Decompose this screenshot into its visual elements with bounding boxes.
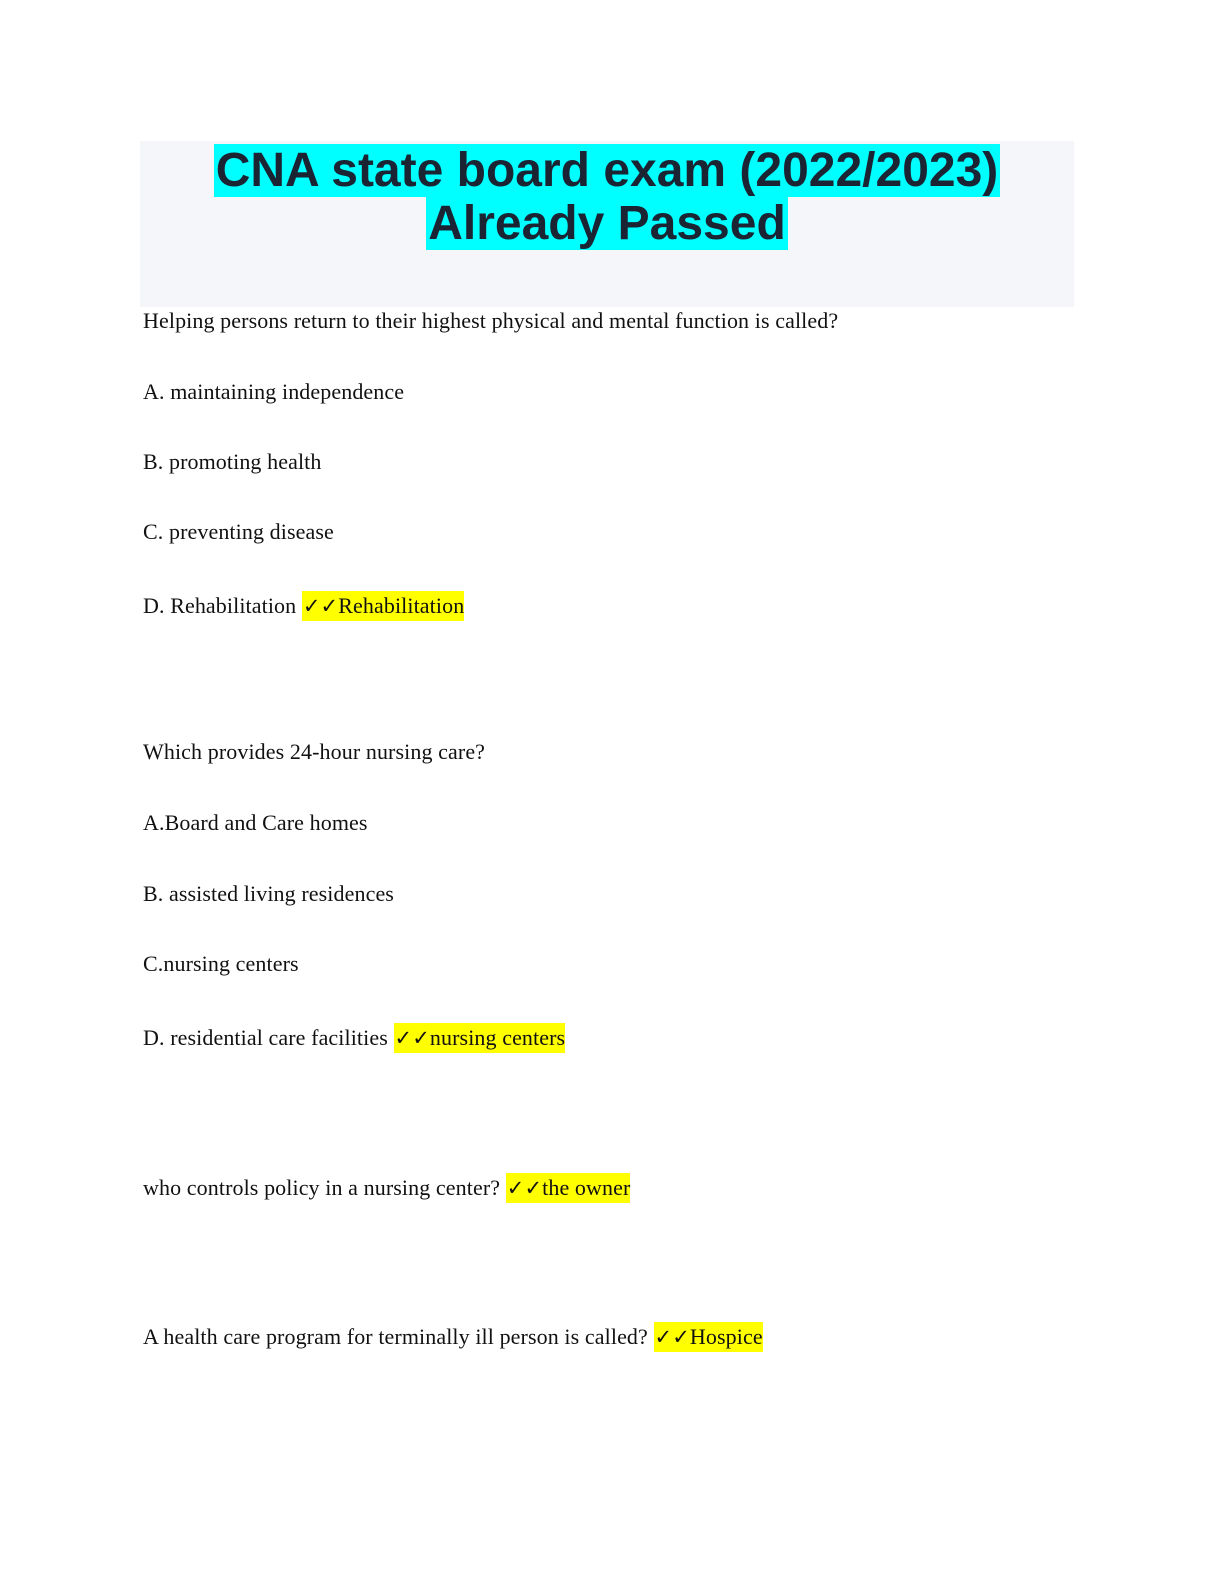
question-1-text: Helping persons return to their highest physical and mental function is called? <box>143 308 839 333</box>
question-2-text: Which provides 24-hour nursing care? <box>143 739 486 764</box>
question-2-option-d-row <box>143 1023 565 1053</box>
question-1-option-a: A. maintaining independence <box>143 379 405 404</box>
question-2-option-a: A.Board and Care homes <box>143 810 368 835</box>
double-check-icon: ✓✓ <box>394 1026 430 1050</box>
question-2-answer: nursing centers <box>429 1025 566 1050</box>
question-4-answer-highlight <box>654 1322 763 1352</box>
double-check-icon: ✓✓ <box>302 594 339 618</box>
question-1-option-d: D. Rehabilitation <box>143 593 297 618</box>
question-2-option-c: C.nursing centers <box>143 951 299 976</box>
question-1-answer: Rehabilitation <box>338 593 465 618</box>
question-3-answer: the owner <box>542 1175 631 1200</box>
double-check-icon: ✓✓ <box>654 1325 690 1349</box>
question-4-answer: Hospice <box>689 1324 763 1349</box>
page-title-line-2: Already Passed <box>428 197 786 250</box>
question-4-text: A health care program for terminally ill person is called? <box>143 1324 648 1349</box>
question-2-option-b: B. assisted living residences <box>143 881 394 906</box>
question-2-option-d: D. residential care facilities <box>143 1025 388 1050</box>
question-1-option-c: C. preventing disease <box>143 519 334 544</box>
question-3-answer-highlight <box>506 1173 631 1203</box>
question-3-text: who controls policy in a nursing center? <box>143 1175 501 1200</box>
double-check-icon: ✓✓ <box>506 1176 543 1200</box>
question-1-answer-highlight <box>302 591 464 621</box>
question-1-option-d-row <box>143 591 464 621</box>
title-box <box>140 141 1074 307</box>
question-2-answer-highlight <box>394 1023 566 1053</box>
page-title-line-1: CNA state board exam (2022/2023) <box>215 144 999 197</box>
question-1-option-b: B. promoting health <box>143 449 322 474</box>
question-4-row <box>143 1322 763 1352</box>
question-3-row <box>143 1173 630 1203</box>
